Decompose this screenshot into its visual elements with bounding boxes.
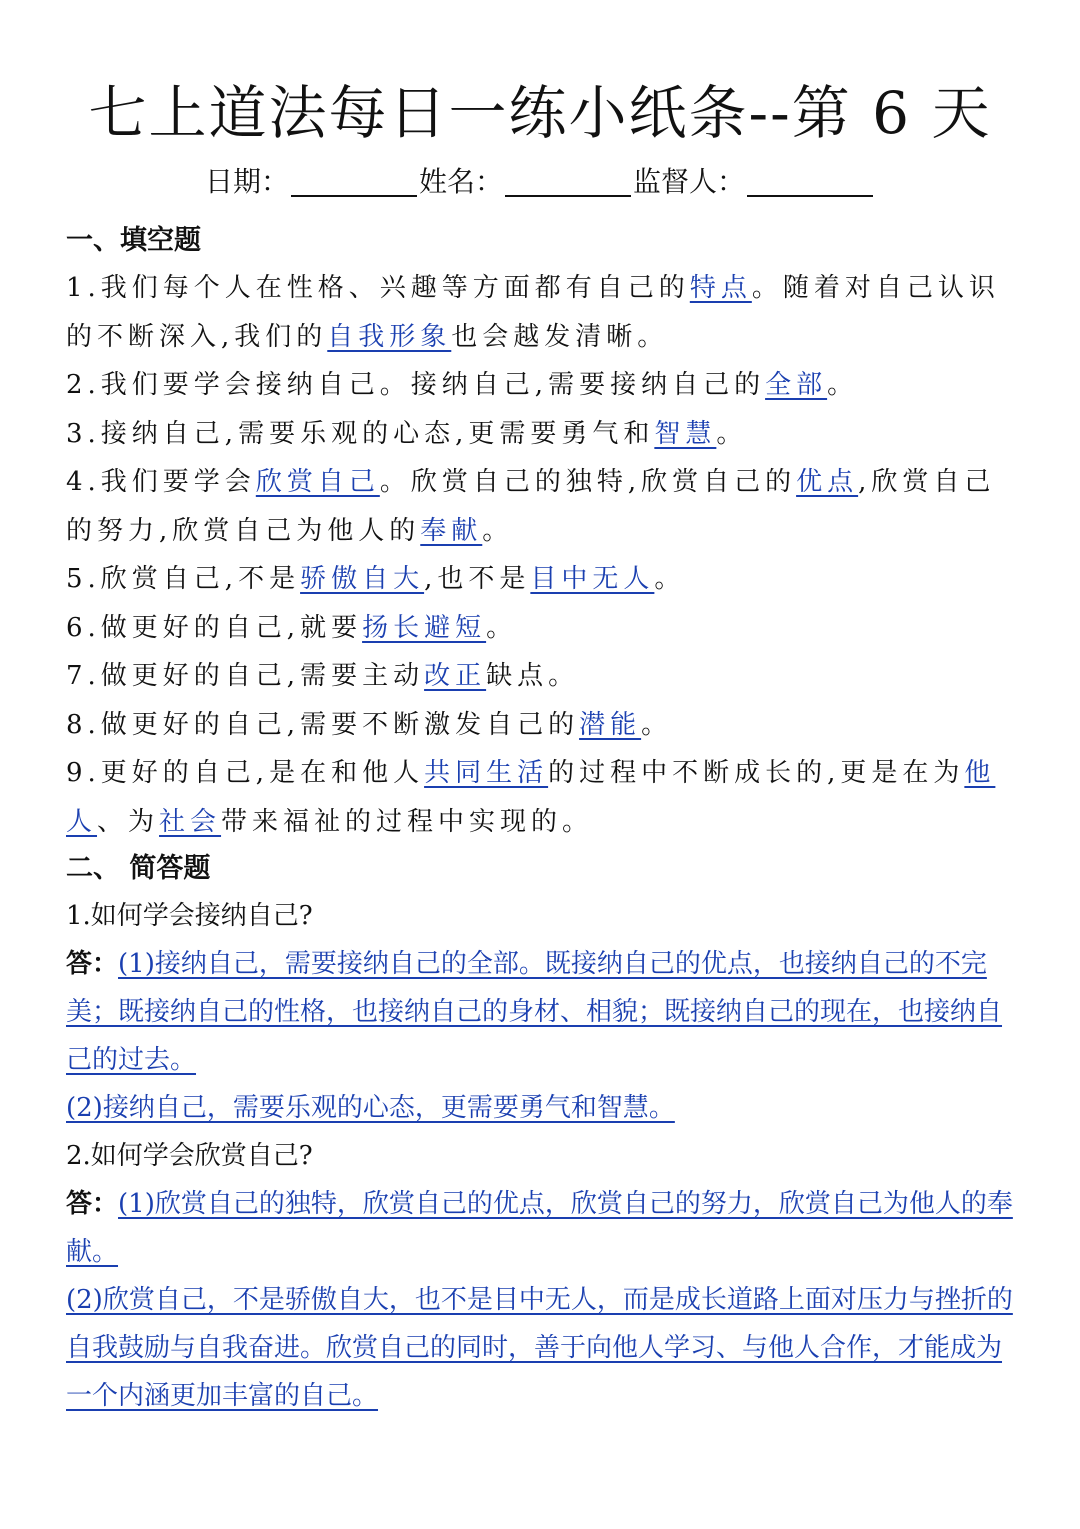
answer-text: (2)欣赏自己，不是骄傲自大，也不是目中无人，而是成长道路上面对压力与挫折的自我鼓励与自我奋进。欣赏自己的同时，善于向他人学习、与他人合作，才能成为一个内涵更加丰富的自己。: [66, 1285, 1013, 1411]
item-text: 缺点。: [486, 661, 580, 691]
answer-text: 特点: [689, 273, 752, 303]
short-answer-1a: [66, 940, 1016, 1084]
fill-item-5: [66, 555, 1016, 604]
item-text: 。: [827, 370, 859, 400]
item-text: 。: [486, 612, 518, 643]
answer-text: 自我形象: [327, 321, 452, 352]
date-label: 日期：: [204, 165, 289, 198]
item-text: 2.我们要学会接纳自己。接纳自己,需要接纳自己的: [66, 370, 766, 400]
section-heading-fill-blank: 一、填空题: [66, 225, 201, 256]
answer-text: 目中无人: [530, 564, 655, 594]
section-heading-short-answer: 二、 简答题: [66, 853, 211, 884]
item-text: ,欣赏自己的努力,欣赏自己为他人的: [66, 467, 996, 546]
answer-text: 智慧: [654, 418, 717, 449]
fill-item-3: [66, 410, 1016, 459]
item-text: 1.我们每个人在性格、兴趣等方面都有自己的: [66, 273, 690, 303]
item-text: ,也不是: [424, 564, 531, 594]
answer-text: 社会: [159, 806, 222, 837]
answer-text: 扬长避短: [362, 612, 487, 643]
item-text: 6.做更好的自己,就要: [66, 612, 363, 643]
answer-text: 欣赏自己: [255, 467, 380, 497]
short-question-2: 2.如何学会欣赏自己?: [66, 1141, 313, 1171]
name-blank: [505, 167, 631, 197]
answer-text: 共同生活: [424, 758, 549, 788]
answer-text: (1)接纳自己，需要接纳自己的全部。既接纳自己的优点，也接纳自己的不完美；既接纳自己的性格，也接纳自己的身材、相貌；既接纳自己的现在，也接纳自己的过去。: [66, 949, 1003, 1075]
answer-label: 答：: [66, 949, 119, 979]
item-text: 带来福祉的过程中实现的。: [221, 806, 594, 837]
short-answer-2a: [66, 1180, 1016, 1276]
fill-item-9: [66, 749, 1016, 846]
item-text: 。: [641, 709, 673, 740]
short-question-1: 1.如何学会接纳自己?: [66, 901, 313, 931]
answer-text: 改正: [424, 661, 487, 691]
fill-item-1: [66, 264, 1016, 361]
item-text: 、为: [97, 806, 160, 837]
item-text: 。: [654, 564, 686, 594]
short-answer-1b: [66, 1084, 1016, 1132]
name-label: 姓名：: [418, 165, 503, 198]
answer-text: 优点: [796, 467, 859, 497]
item-text: 8.做更好的自己,需要不断激发自己的: [66, 709, 580, 740]
answer-text: 骄傲自大: [300, 564, 425, 594]
item-text: 7.做更好的自己,需要主动: [66, 661, 425, 691]
fill-item-6: [66, 604, 1016, 653]
supervisor-label: 监督人：: [633, 165, 746, 198]
short-answer-2b: [66, 1276, 1016, 1420]
item-text: 。随着对自己认识的不断深入,我们的: [66, 273, 1000, 352]
item-text: 3.接纳自己,需要乐观的心态,更需要勇气和: [66, 418, 655, 449]
worksheet-content: [66, 218, 1016, 1420]
fill-item-7: [66, 652, 1016, 701]
answer-text: 奉献: [420, 515, 483, 546]
answer-text: 他人: [66, 758, 996, 837]
item-text: 4.我们要学会: [66, 467, 256, 497]
answer-text: (1)欣赏自己的独特，欣赏自己的优点，欣赏自己的努力，欣赏自己为他人的奉献。: [66, 1189, 1013, 1267]
item-text: 也会越发清晰。: [451, 321, 669, 352]
fill-item-4: [66, 458, 1016, 555]
answer-label: 答：: [66, 1189, 119, 1219]
item-text: 5.欣赏自己,不是: [66, 564, 301, 594]
item-text: 。欣赏自己的独特,欣赏自己的: [379, 467, 797, 497]
date-blank: [291, 167, 417, 197]
item-text: 。: [482, 515, 514, 546]
item-text: 的过程中不断成长的,更是在为: [548, 758, 965, 788]
header-fields: [0, 160, 1080, 204]
answer-text: 潜能: [579, 709, 642, 740]
fill-item-8: [66, 701, 1016, 750]
answer-text: 全部: [765, 370, 828, 400]
supervisor-blank: [747, 167, 873, 197]
item-text: 。: [716, 418, 748, 449]
answer-text: (2)接纳自己，需要乐观的心态，更需要勇气和智慧。: [66, 1093, 675, 1123]
fill-item-2: [66, 361, 1016, 410]
item-text: 9.更好的自己,是在和他人: [66, 758, 425, 788]
page-title: 七上道法每日一练小纸条--第 6 天: [88, 79, 992, 147]
